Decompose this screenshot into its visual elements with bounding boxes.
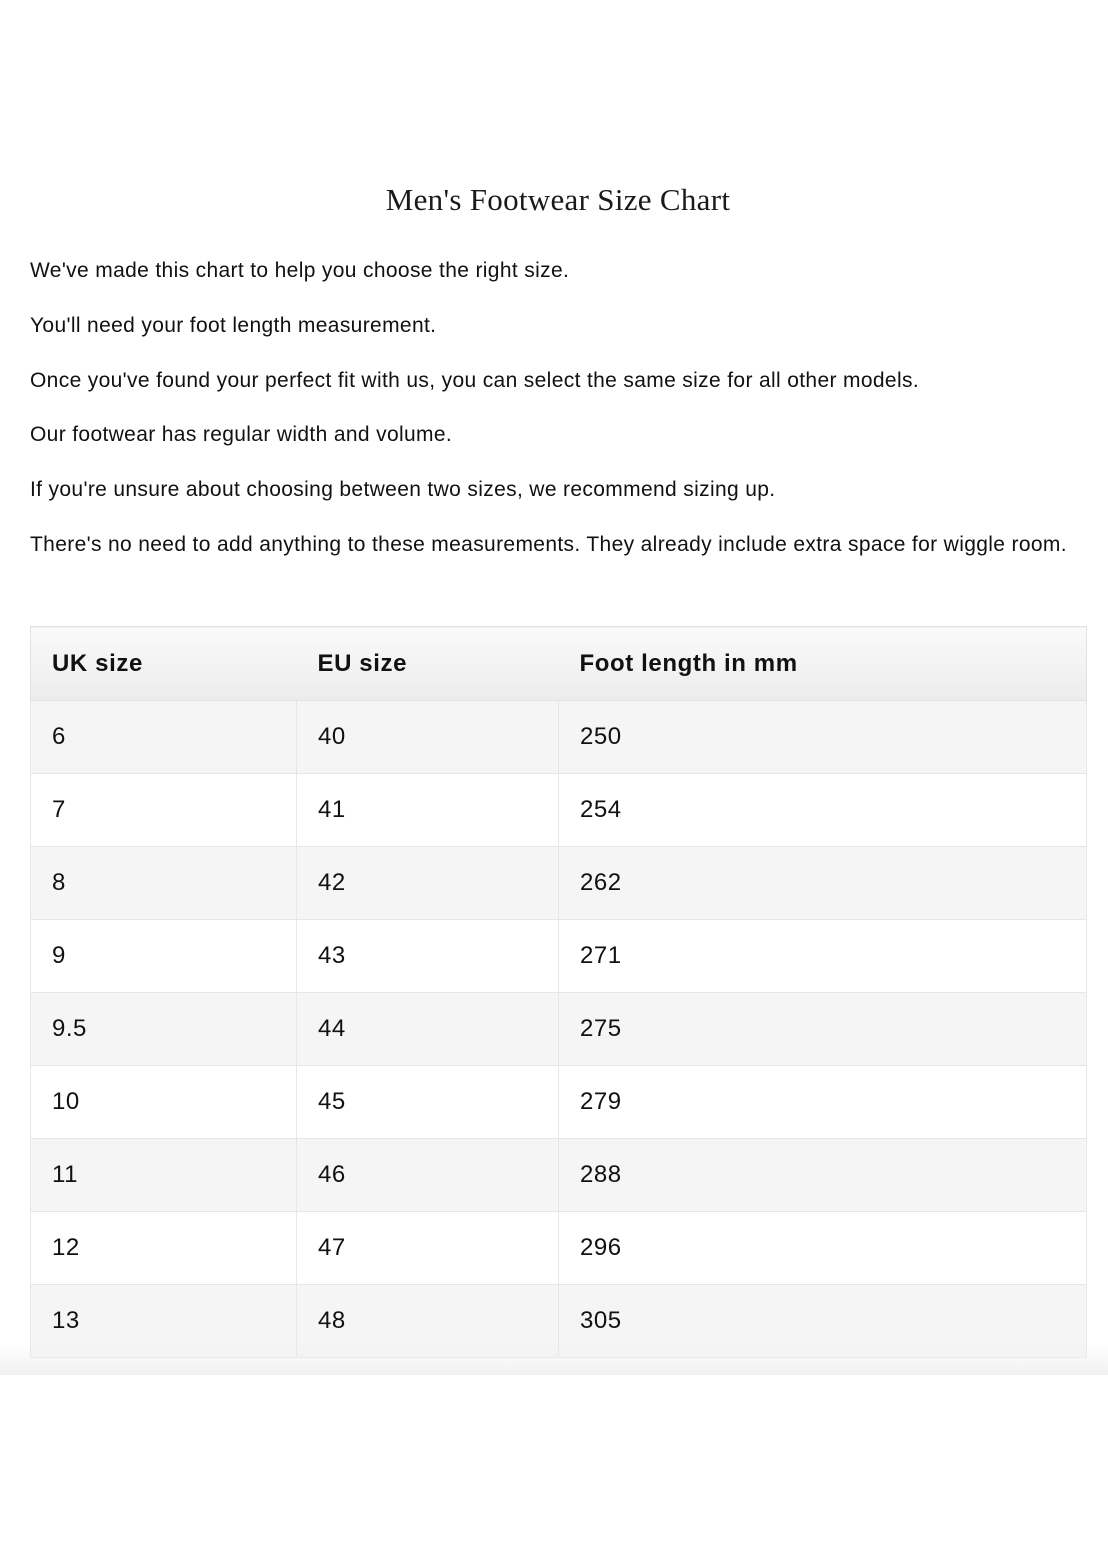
- table-row: [31, 920, 1087, 993]
- cell-foot-length: 288: [559, 1139, 1087, 1212]
- cell-eu-size: 46: [297, 1139, 559, 1212]
- cell-foot-length: 296: [559, 1212, 1087, 1285]
- cell-eu-size: 47: [297, 1212, 559, 1285]
- cell-foot-length: 271: [559, 920, 1087, 993]
- table-row: [31, 774, 1087, 847]
- cell-eu-size: 41: [297, 774, 559, 847]
- cell-eu-size: 48: [297, 1285, 559, 1358]
- table-row: [31, 701, 1087, 774]
- intro-paragraph: There's no need to add anything to these measurements. They already include extra space for wiggle room.: [30, 533, 1067, 556]
- table-row: [31, 847, 1087, 920]
- cell-uk-size: 6: [31, 701, 297, 774]
- table-row: [31, 1139, 1087, 1212]
- cell-uk-size: 9: [31, 920, 297, 993]
- cell-foot-length: 305: [559, 1285, 1087, 1358]
- cell-uk-size: 9.5: [31, 993, 297, 1066]
- cell-uk-size: 7: [31, 774, 297, 847]
- cell-eu-size: 40: [297, 701, 559, 774]
- cell-foot-length: 262: [559, 847, 1087, 920]
- cell-foot-length: 279: [559, 1066, 1087, 1139]
- page-title: Men's Footwear Size Chart: [385, 182, 731, 217]
- header-foot-length: Foot length in mm: [559, 627, 1087, 701]
- cell-uk-size: 10: [31, 1066, 297, 1139]
- header-eu-size: EU size: [297, 627, 559, 701]
- cell-foot-length: 275: [559, 993, 1087, 1066]
- cell-eu-size: 44: [297, 993, 559, 1066]
- table-row: [31, 993, 1087, 1066]
- table-row: [31, 1066, 1087, 1139]
- cell-foot-length: 254: [559, 774, 1087, 847]
- cell-uk-size: 12: [31, 1212, 297, 1285]
- table-header-row: [31, 627, 1087, 701]
- intro-paragraph: We've made this chart to help you choose the right size.: [30, 259, 570, 282]
- header-uk-size: UK size: [31, 627, 297, 701]
- cell-eu-size: 45: [297, 1066, 559, 1139]
- cell-eu-size: 42: [297, 847, 559, 920]
- cell-foot-length: 250: [559, 701, 1087, 774]
- cell-uk-size: 13: [31, 1285, 297, 1358]
- intro-paragraph: Our footwear has regular width and volume.: [30, 423, 453, 446]
- intro-paragraph: Once you've found your perfect fit with us, you can select the same size for all other models.: [30, 369, 919, 392]
- cell-eu-size: 43: [297, 920, 559, 993]
- size-table: [30, 626, 1087, 1358]
- cell-uk-size: 11: [31, 1139, 297, 1212]
- table-row: [31, 1212, 1087, 1285]
- size-table-container: [30, 626, 1086, 1358]
- intro-paragraph: You'll need your foot length measurement.: [30, 314, 437, 337]
- bottom-fade-divider: [0, 1344, 1108, 1375]
- intro-paragraph: If you're unsure about choosing between two sizes, we recommend sizing up.: [30, 478, 776, 501]
- cell-uk-size: 8: [31, 847, 297, 920]
